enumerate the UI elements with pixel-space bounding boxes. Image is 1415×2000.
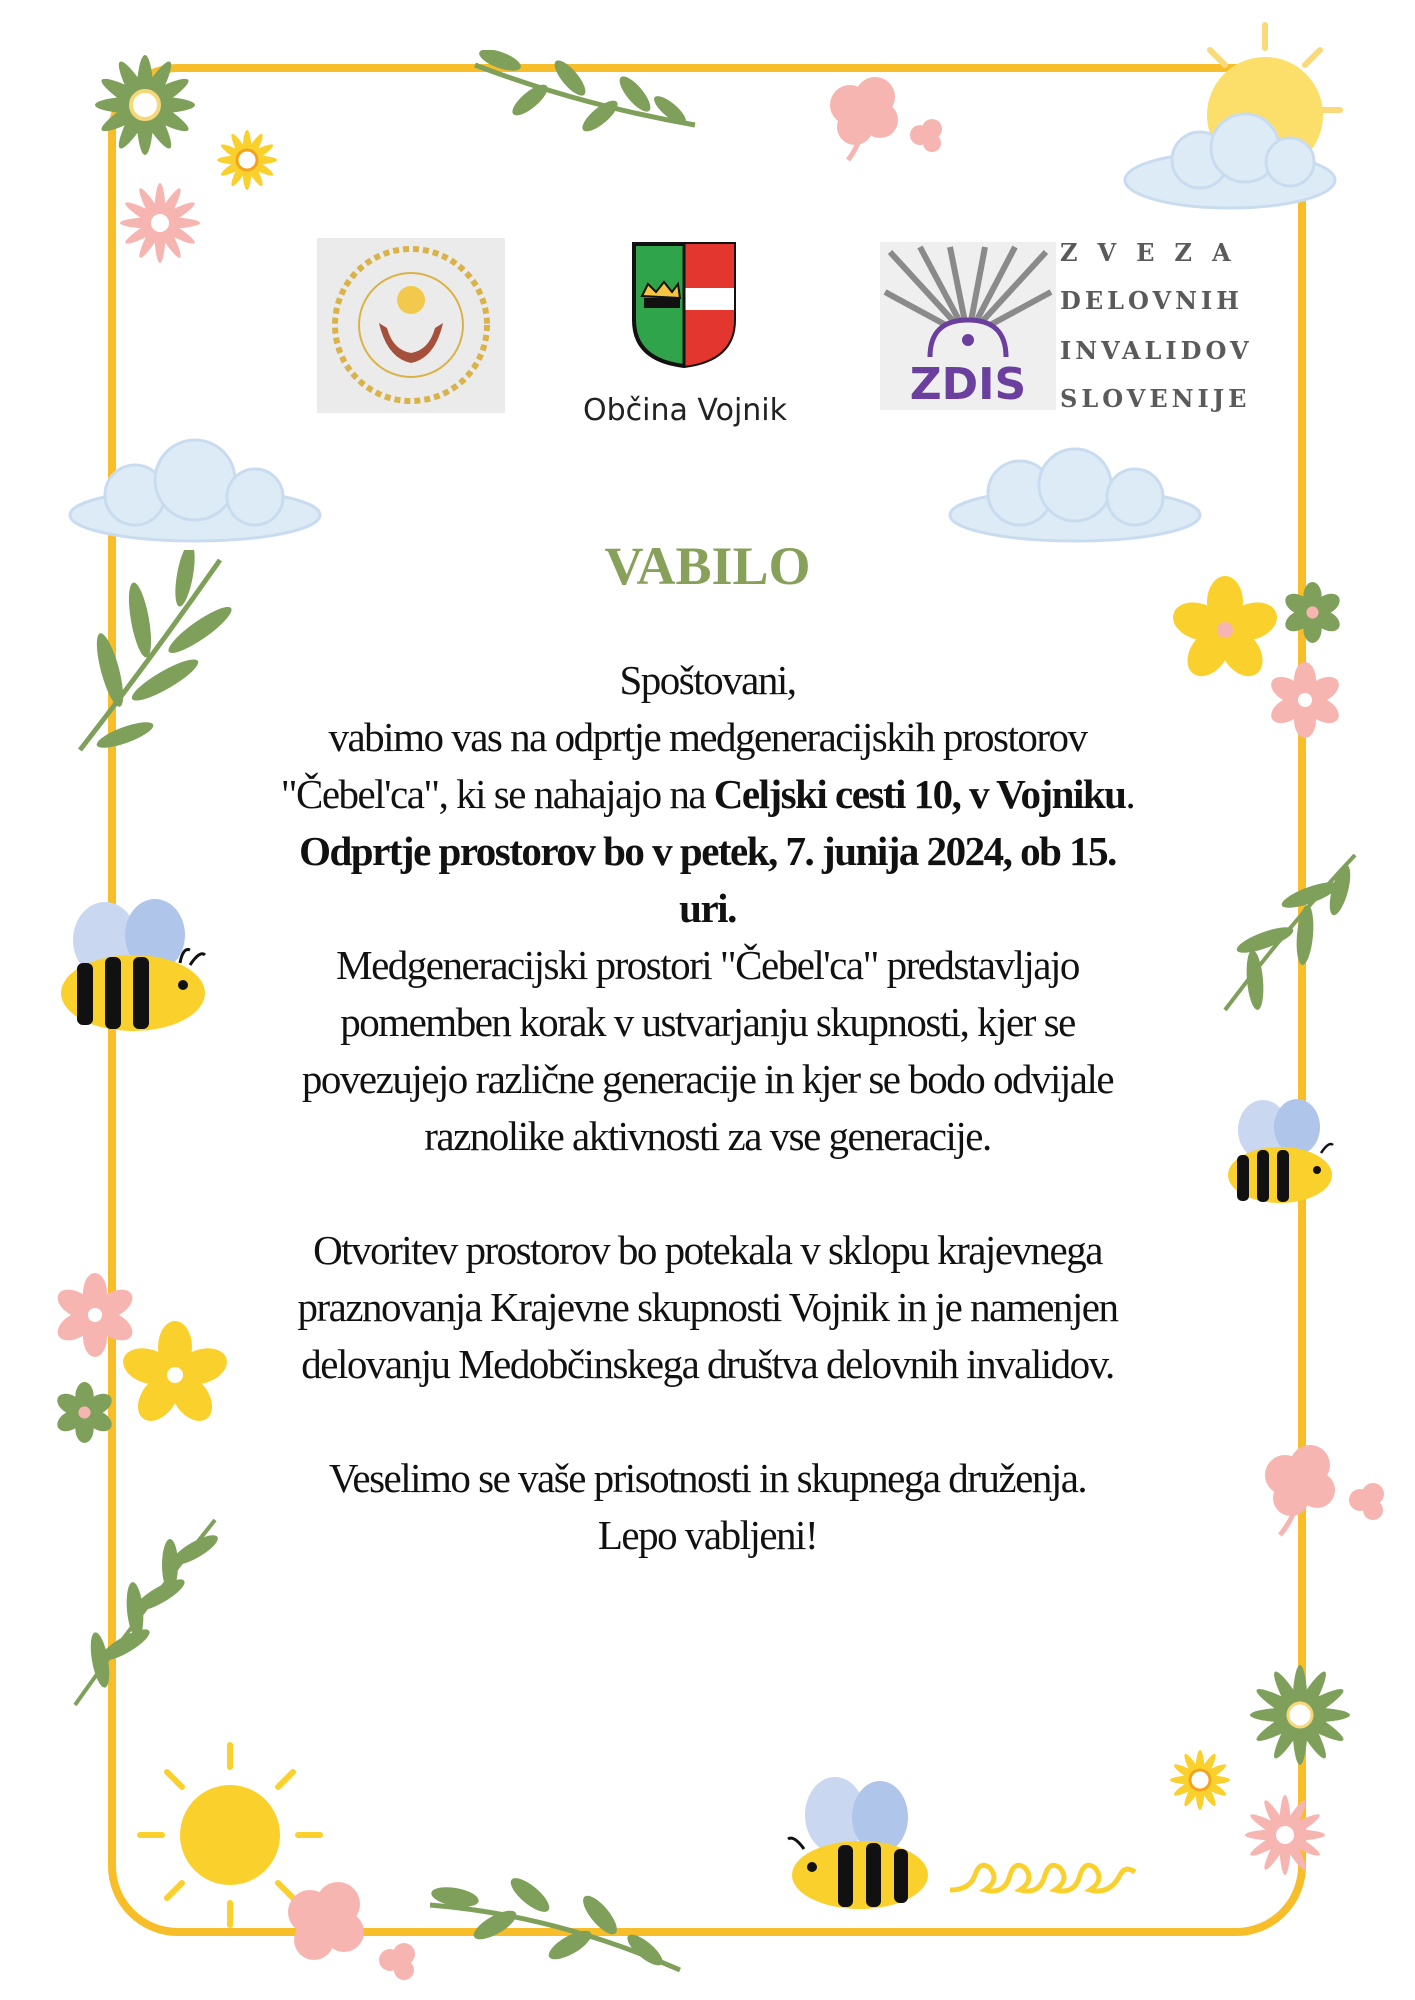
zdis-word-3: INVALIDOV [1060,336,1253,365]
opening-date-line-2: uri. [679,885,736,931]
cloud-icon [940,435,1210,545]
paragraph-line: povezujejo različne generacije in kjer se bodo odvijale [301,1056,1114,1102]
zdis-word-2: DELOVNIH [1060,286,1243,315]
pink-flower-icon [115,178,205,268]
opening-date-line: Odprtje prostorov bo v petek, 7. junija 2024, ob 15. [299,828,1116,874]
green-flower-icon [52,1380,117,1445]
paragraph-line: praznovanja Krajevne skupnosti Vojnik in je namenjen [297,1284,1118,1330]
address-bold: Celjski cesti 10, v Vojniku [713,771,1126,817]
municipality-caption: Občina Vojnik [582,393,788,428]
yellow-daisy-icon [212,125,282,195]
leaf-branch-icon [425,1875,685,1975]
pink-clover-icon [280,1880,430,1985]
yellow-daisy-icon [1165,1745,1235,1815]
pink-clover-icon [820,75,950,165]
cloud-icon [55,435,325,545]
closing-line: Veselimo se vaše prisotnosti in skupnega druženja. [328,1455,1087,1501]
yellow-swirl-icon [945,1850,1145,1910]
vojnik-coat-of-arms-icon [630,240,738,370]
sun-with-cloud-icon [1105,20,1355,220]
closing-line: Lepo vabljeni! [597,1512,818,1558]
pink-flower-icon [1265,660,1345,740]
pink-flower-icon [1240,1790,1330,1880]
invitation-title: VABILO [604,536,811,596]
green-flower-icon [85,45,205,165]
leaf-branch-icon [470,50,700,140]
paragraph-line: Otvoritev prostorov bo potekala v sklopu krajevnega [313,1227,1102,1273]
green-flower-icon [1245,1660,1355,1770]
pink-clover-icon [1255,1440,1395,1540]
paragraph-line: Medgeneracijski prostori "Čebel'ca" predstavljajo [336,942,1079,988]
body-line: vabimo vas na odprtje medgeneracijskih prostorov [328,714,1087,760]
zdis-word-4: SLOVENIJE [1060,384,1251,413]
paragraph-line: delovanju Medobčinskega društva delovnih invalidov. [301,1341,1114,1387]
mdi-celje-logo [317,238,505,413]
zdis-logo [880,242,1056,410]
address-suffix: . [1125,771,1135,817]
bee-icon [780,1775,930,1915]
address-line [160,770,1255,818]
paragraph-line: pomemben korak v ustvarjanju skupnosti, kjer se [340,999,1075,1045]
address-prefix: "Čebel'ca", ki se nahajajo na [280,771,714,817]
zdis-word-1: ZVEZA [1060,238,1251,267]
paragraph-line: raznolike aktivnosti za vse generacije. [424,1113,991,1159]
zdis-mark: ZDIS [909,359,1027,410]
greeting: Spoštovani, [619,657,796,703]
